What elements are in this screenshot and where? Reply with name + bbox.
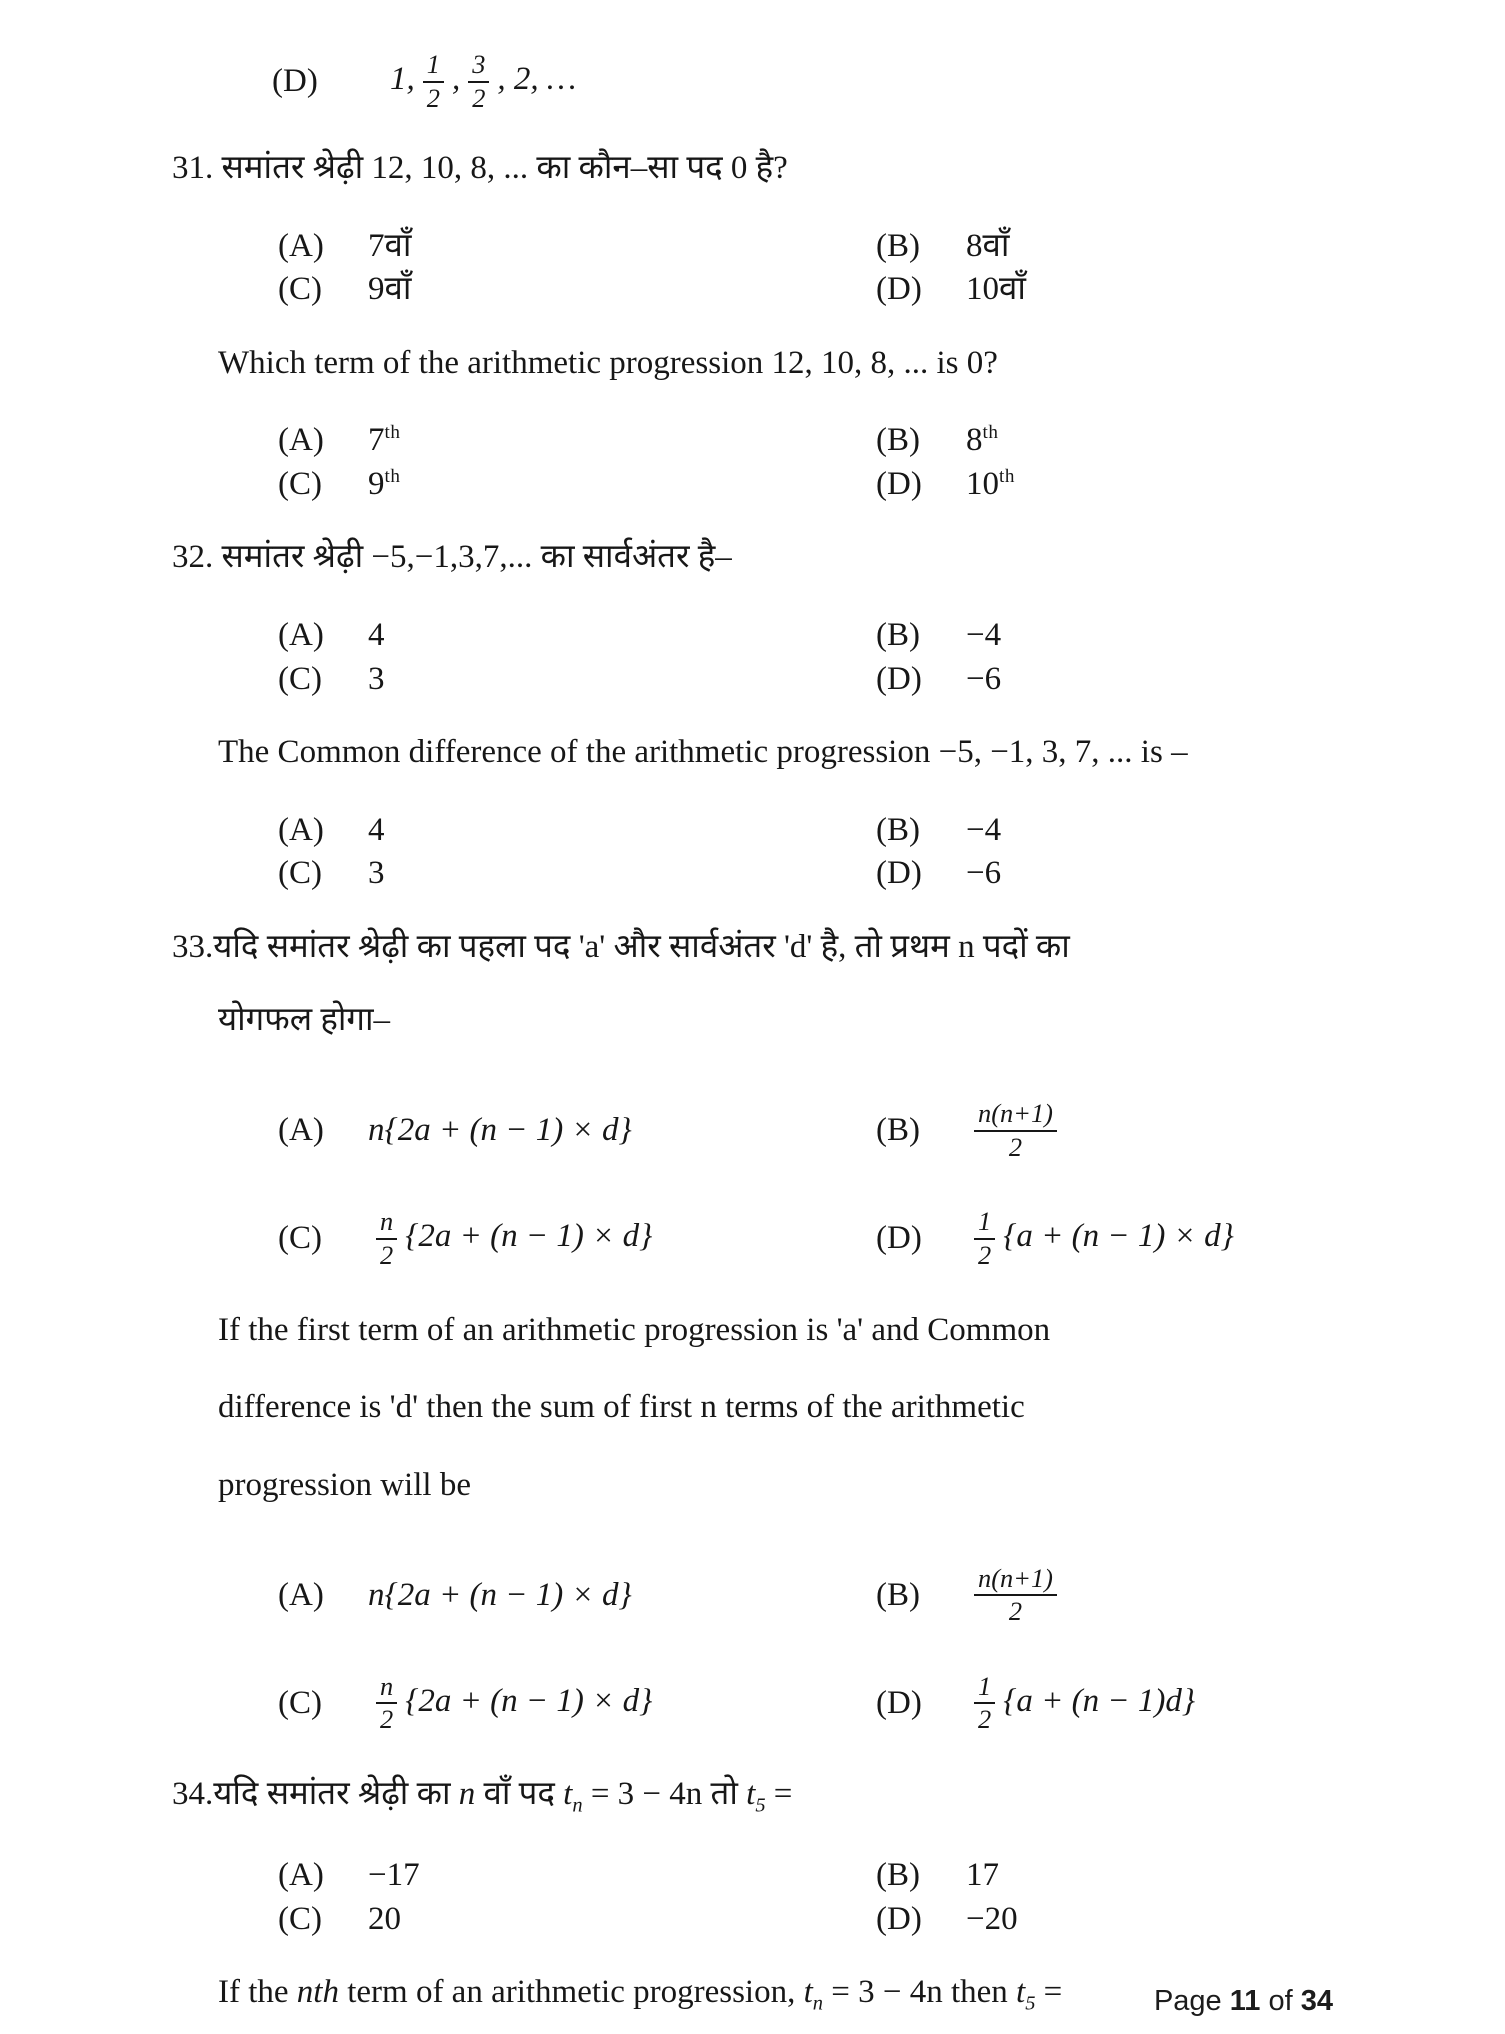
question-32-options-english [278, 809, 1395, 896]
option-row [876, 1898, 1395, 1942]
option-row [278, 809, 876, 853]
option-value: 3 [368, 855, 385, 892]
question-31-options-hindi [278, 225, 1395, 312]
footer-page-number: 11 [1229, 1985, 1261, 2017]
option-value: −4 [966, 616, 1002, 653]
question-31-hindi: 31. समांतर श्रेढ़ी 12, 10, 8, ... का कौन–सा पद 0 है? [172, 150, 788, 187]
option-label: (D) [876, 855, 922, 892]
option-formula: n{2a + (n − 1) × d} [368, 1576, 632, 1613]
option-label: (C) [278, 660, 322, 697]
option-value: 4 [368, 811, 385, 848]
option-value: −20 [966, 1900, 1018, 1937]
option-row [278, 1077, 876, 1185]
question-33-hindi-line2: योगफल होगा– [218, 1002, 391, 1039]
option-formula: $\frac{1}{2}$ {a + (n − 1)d} [966, 1672, 1195, 1735]
option-formula: $\frac{n}{2}$ {2a + (n − 1) × d} [368, 1207, 652, 1270]
option-row [876, 1541, 1395, 1649]
question-33-english-line1: If the first term of an arithmetic progression is 'a' and Common [218, 1311, 1051, 1348]
fraction: $\frac{n(n+1)}{2}$ [974, 1564, 1057, 1627]
question-32-english: The Common difference of the arithmetic progression −5, −1, 3, 7, ... is – [218, 734, 1188, 771]
option-label: (C) [278, 271, 322, 308]
footer-of: of [1268, 1985, 1293, 2017]
option-formula: $\frac{1}{2}$ {a + (n − 1) × d} [966, 1207, 1234, 1270]
option-row [876, 1077, 1395, 1185]
option-row [876, 1185, 1395, 1293]
option-label: (C) [278, 1684, 322, 1721]
option-value: −6 [966, 660, 1002, 697]
footer-total-pages: 34 [1300, 1985, 1333, 2017]
option-label: (D) [876, 1900, 922, 1937]
option-row [876, 614, 1395, 658]
option-label: (A) [278, 1857, 324, 1893]
option-row [278, 419, 876, 463]
option-label: (A) [278, 227, 324, 264]
option-label: (A) [278, 616, 324, 653]
option-label: (C) [278, 465, 322, 502]
option-row [876, 463, 1395, 507]
question-34-hindi: 34.यदि समांतर श्रेढ़ी का n वाँ पद $t_n = 3 - 4n$ तो $t_5$ = [172, 1776, 793, 1818]
option-label: (C) [278, 855, 322, 892]
option-label: (B) [876, 1857, 920, 1893]
option-formula [966, 1099, 1065, 1162]
fraction: $\frac{n}{2}$ [376, 1672, 397, 1735]
question-33-english-line3: progression will be [218, 1466, 471, 1503]
option-row [876, 1649, 1395, 1757]
option-row [876, 809, 1395, 853]
option-value: 8वाँ [966, 227, 1010, 264]
option-label: (D) [876, 660, 922, 697]
option-row [876, 225, 1395, 269]
option-label: (D) [272, 62, 318, 99]
option-value: 10वाँ [966, 271, 1026, 308]
option-value: 9th [368, 465, 401, 502]
option-row [278, 658, 876, 702]
fraction: $\frac{3}{2}$ [468, 50, 489, 113]
option-formula: n{2a + (n − 1) × d} [368, 1112, 632, 1148]
option-value: 4 [368, 616, 385, 653]
option-label: (B) [876, 616, 920, 653]
option-row [876, 268, 1395, 312]
option-row [876, 419, 1395, 463]
option-value: 17 [966, 1857, 999, 1893]
option-label: (B) [876, 1112, 920, 1148]
question-32-options-hindi [278, 614, 1395, 701]
option-row [278, 225, 876, 269]
fraction: $\frac{n(n+1)}{2}$ [974, 1099, 1057, 1162]
option-label: (A) [278, 1112, 324, 1148]
option-row [876, 658, 1395, 702]
question-33-options-english [278, 1541, 1395, 1757]
question-33-hindi-line1: 33.यदि समांतर श्रेढ़ी का पहला पद 'a' और सार्वअंतर 'd' है, तो प्रथम n पदों का [172, 928, 1070, 965]
question-34-english: If the nth term of an arithmetic progression, $t_n = 3 - 4n$ then $t_5$ = [218, 1974, 1063, 2015]
option-formula: $\frac{n}{2}$ {2a + (n − 1) × d} [368, 1672, 652, 1735]
option-value: 8th [966, 422, 999, 459]
option-value: 7th [368, 422, 401, 459]
option-value: −6 [966, 855, 1002, 892]
question-34-options [278, 1854, 1395, 1941]
option-row [278, 614, 876, 658]
option-label: (A) [278, 1576, 324, 1613]
prev-option-d [272, 50, 1395, 113]
option-formula [966, 1564, 1065, 1627]
option-label: (C) [278, 1220, 322, 1256]
question-33-options-hindi [278, 1077, 1395, 1293]
option-label: (B) [876, 1576, 920, 1613]
option-value: 20 [368, 1900, 401, 1937]
footer-prefix: Page [1153, 1985, 1222, 2017]
option-row [278, 268, 876, 312]
option-value: −4 [966, 811, 1002, 848]
option-row [278, 1185, 876, 1293]
fraction: $\frac{1}{2}$ [423, 50, 444, 113]
option-value: 3 [368, 660, 385, 697]
option-row [876, 852, 1395, 896]
option-value: 10th [966, 465, 1015, 502]
option-row [278, 1854, 876, 1898]
option-row [278, 1898, 876, 1942]
option-value: 7वाँ [368, 227, 412, 264]
option-label: (D) [876, 465, 922, 502]
option-label: (D) [876, 1684, 922, 1721]
option-row [278, 852, 876, 896]
option-label: (D) [876, 271, 922, 308]
option-row [876, 1854, 1395, 1898]
page-number-footer [1154, 1985, 1333, 2018]
option-label: (A) [278, 811, 324, 848]
option-value: 9वाँ [368, 271, 412, 308]
option-label: (C) [278, 1900, 322, 1937]
fraction: $\frac{1}{2}$ [974, 1207, 995, 1270]
option-row [278, 1541, 876, 1649]
fraction: $\frac{n}{2}$ [376, 1207, 397, 1270]
option-label: (A) [278, 422, 324, 459]
fraction: $\frac{1}{2}$ [974, 1672, 995, 1735]
question-31-options-english [278, 419, 1395, 506]
option-value: −17 [368, 1857, 420, 1893]
option-label: (D) [876, 1220, 922, 1256]
sequence-value: 1, $\frac{1}{2}$ , $\frac{3}{2}$ , 2, … [390, 49, 577, 113]
option-row [278, 1649, 876, 1757]
question-33-english-line2: difference is 'd' then the sum of first n terms of the arithmetic [218, 1389, 1025, 1426]
option-label: (B) [876, 422, 920, 459]
question-31-english: Which term of the arithmetic progression 12, 10, 8, ... is 0? [218, 344, 998, 381]
option-row [278, 463, 876, 507]
option-label: (B) [876, 227, 920, 264]
question-32-hindi: 32. समांतर श्रेढ़ी −5,−1,3,7,... का सार्वअंतर है– [172, 539, 732, 576]
option-label: (B) [876, 811, 920, 848]
